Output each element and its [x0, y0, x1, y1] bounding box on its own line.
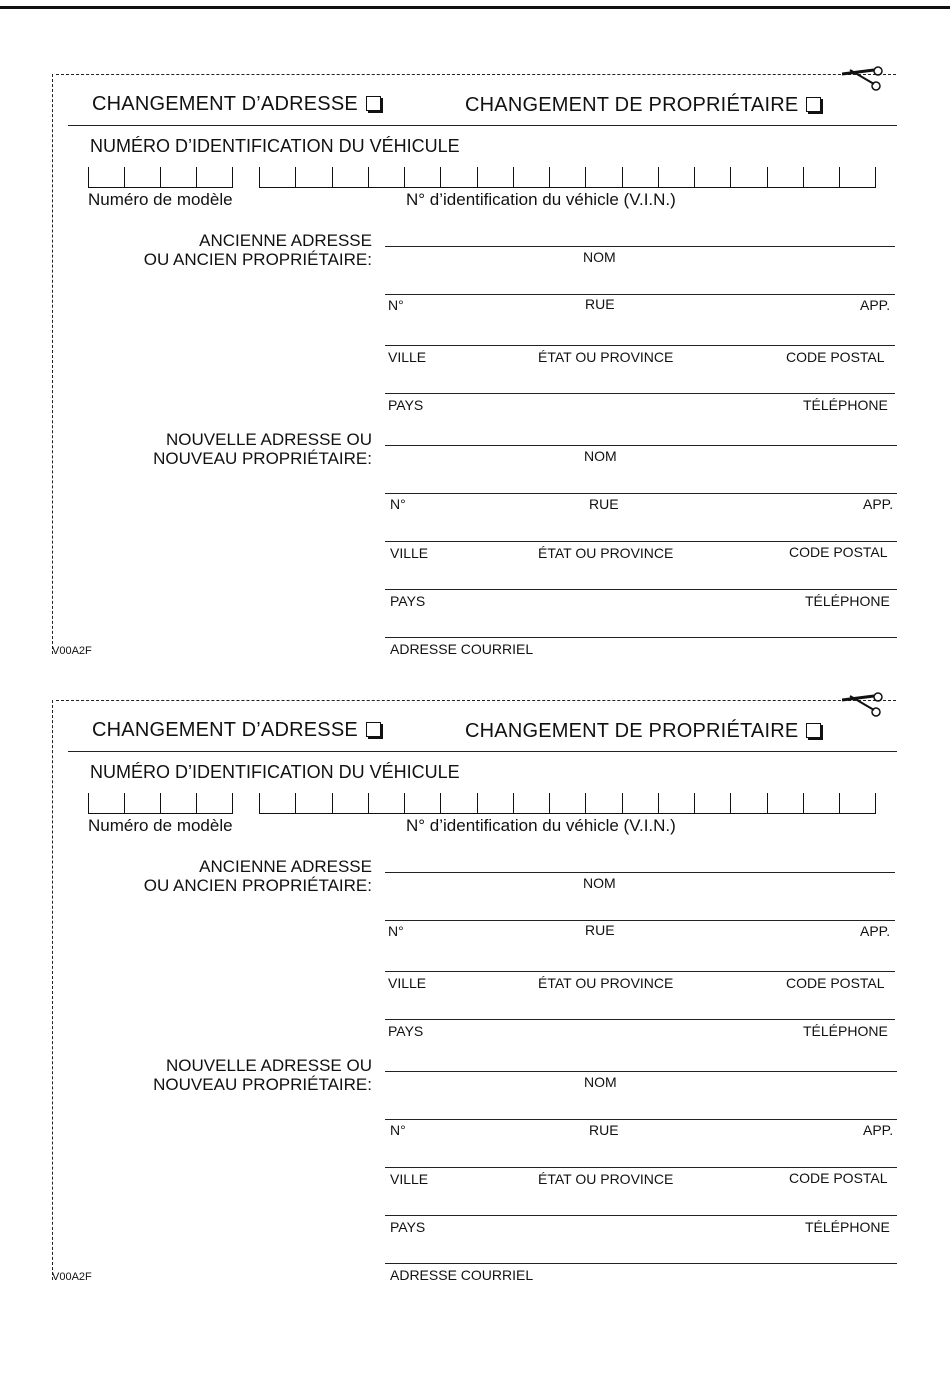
change-address-checkbox[interactable] [366, 722, 381, 737]
new-ville-label: VILLE [390, 1171, 429, 1187]
document-code: V00A2F [52, 1271, 92, 1283]
change-address-option[interactable] [92, 93, 381, 116]
old-numero-label: N° [388, 297, 404, 313]
new-address-line-2: NOUVEAU PROPRIÉTAIRE: [153, 449, 372, 468]
old-rue-label: RUE [585, 296, 615, 312]
change-owner-label: CHANGEMENT DE PROPRIÉTAIRE [465, 94, 799, 116]
change-address-checkbox[interactable] [366, 96, 381, 111]
old-pays-label: PAYS [388, 1023, 424, 1039]
coupon-form-1 [0, 74, 950, 674]
old-address-label [100, 231, 372, 269]
new-numero-label: N° [390, 496, 406, 512]
old-country-field[interactable] [385, 1019, 895, 1020]
old-country-field[interactable] [385, 393, 895, 394]
old-address-line-2: OU ANCIEN PROPRIÉTAIRE: [143, 250, 372, 269]
old-code-postal-label: CODE POSTAL [786, 349, 885, 365]
old-telephone-label: TÉLÉPHONE [803, 397, 888, 413]
new-code-postal-label: CODE POSTAL [789, 544, 888, 560]
new-app-label: APP. [863, 496, 894, 512]
change-owner-label: CHANGEMENT DE PROPRIÉTAIRE [465, 720, 799, 742]
new-ville-label: VILLE [390, 545, 429, 561]
old-nom-label: NOM [583, 875, 616, 891]
email-label: ADRESSE COURRIEL [390, 1267, 534, 1283]
change-owner-option[interactable] [465, 94, 821, 117]
vin-title: NUMÉRO D’IDENTIFICATION DU VÉHICULE [90, 762, 460, 782]
old-address-line-1: ANCIENNE ADRESSE [199, 231, 372, 250]
new-nom-label: NOM [584, 1074, 617, 1090]
old-address-line-2: OU ANCIEN PROPRIÉTAIRE: [143, 876, 372, 895]
old-etat-label: ÉTAT OU PROVINCE [538, 975, 674, 991]
old-numero-label: N° [388, 923, 404, 939]
email-field[interactable] [385, 1263, 897, 1264]
new-country-field[interactable] [385, 589, 897, 590]
header-rule [68, 751, 897, 752]
new-telephone-label: TÉLÉPHONE [805, 593, 890, 609]
change-address-label: CHANGEMENT D’ADRESSE [92, 93, 358, 115]
old-city-field[interactable] [385, 345, 895, 346]
old-nom-field[interactable] [385, 246, 895, 247]
new-numero-label: N° [390, 1122, 406, 1138]
scissors-icon [842, 692, 884, 722]
document-code: V00A2F [52, 645, 92, 657]
vin-caption: N° d’identification du véhicle (V.I.N.) [406, 816, 676, 835]
cut-line-left [52, 74, 53, 654]
vin-caption: N° d’identification du véhicle (V.I.N.) [406, 190, 676, 209]
old-address-line-1: ANCIENNE ADRESSE [199, 857, 372, 876]
old-ville-label: VILLE [388, 975, 427, 991]
coupon-form-2 [0, 700, 950, 1300]
change-owner-checkbox[interactable] [806, 97, 821, 112]
new-code-postal-label: CODE POSTAL [789, 1170, 888, 1186]
new-pays-label: PAYS [390, 1219, 426, 1235]
new-street-field[interactable] [385, 1119, 897, 1120]
new-rue-label: RUE [589, 496, 619, 512]
new-address-line-2: NOUVEAU PROPRIÉTAIRE: [153, 1075, 372, 1094]
new-etat-label: ÉTAT OU PROVINCE [538, 545, 674, 561]
new-address-label [100, 1056, 372, 1094]
email-label: ADRESSE COURRIEL [390, 641, 534, 657]
scissors-icon [842, 66, 884, 96]
old-pays-label: PAYS [388, 397, 424, 413]
new-nom-field[interactable] [385, 445, 897, 446]
new-address-line-1: NOUVELLE ADRESSE OU [166, 1056, 372, 1075]
old-rue-label: RUE [585, 922, 615, 938]
old-telephone-label: TÉLÉPHONE [803, 1023, 888, 1039]
new-rue-label: RUE [589, 1122, 619, 1138]
model-number-boxes[interactable] [88, 167, 233, 188]
cut-line-top [56, 74, 896, 75]
new-app-label: APP. [863, 1122, 894, 1138]
old-etat-label: ÉTAT OU PROVINCE [538, 349, 674, 365]
model-number-caption: Numéro de modèle [88, 816, 233, 835]
new-nom-field[interactable] [385, 1071, 897, 1072]
change-address-label: CHANGEMENT D’ADRESSE [92, 719, 358, 741]
old-app-label: APP. [860, 923, 891, 939]
vin-title: NUMÉRO D’IDENTIFICATION DU VÉHICULE [90, 136, 460, 156]
old-nom-label: NOM [583, 249, 616, 265]
model-number-caption: Numéro de modèle [88, 190, 233, 209]
new-country-field[interactable] [385, 1215, 897, 1216]
top-border [0, 6, 950, 9]
old-street-field[interactable] [385, 294, 895, 295]
old-ville-label: VILLE [388, 349, 427, 365]
old-city-field[interactable] [385, 971, 895, 972]
change-owner-checkbox[interactable] [806, 723, 821, 738]
old-code-postal-label: CODE POSTAL [786, 975, 885, 991]
email-field[interactable] [385, 637, 897, 638]
new-address-label [100, 430, 372, 468]
old-nom-field[interactable] [385, 872, 895, 873]
header-rule [68, 125, 897, 126]
vin-boxes[interactable] [259, 793, 876, 814]
new-etat-label: ÉTAT OU PROVINCE [538, 1171, 674, 1187]
new-pays-label: PAYS [390, 593, 426, 609]
vin-boxes[interactable] [259, 167, 876, 188]
change-address-option[interactable] [92, 719, 381, 742]
change-owner-option[interactable] [465, 720, 821, 743]
model-number-boxes[interactable] [88, 793, 233, 814]
cut-line-top [56, 700, 896, 701]
old-street-field[interactable] [385, 920, 895, 921]
new-city-field[interactable] [385, 1167, 897, 1168]
new-telephone-label: TÉLÉPHONE [805, 1219, 890, 1235]
new-street-field[interactable] [385, 493, 897, 494]
new-nom-label: NOM [584, 448, 617, 464]
cut-line-left [52, 700, 53, 1280]
new-city-field[interactable] [385, 541, 897, 542]
old-app-label: APP. [860, 297, 891, 313]
old-address-label [100, 857, 372, 895]
new-address-line-1: NOUVELLE ADRESSE OU [166, 430, 372, 449]
